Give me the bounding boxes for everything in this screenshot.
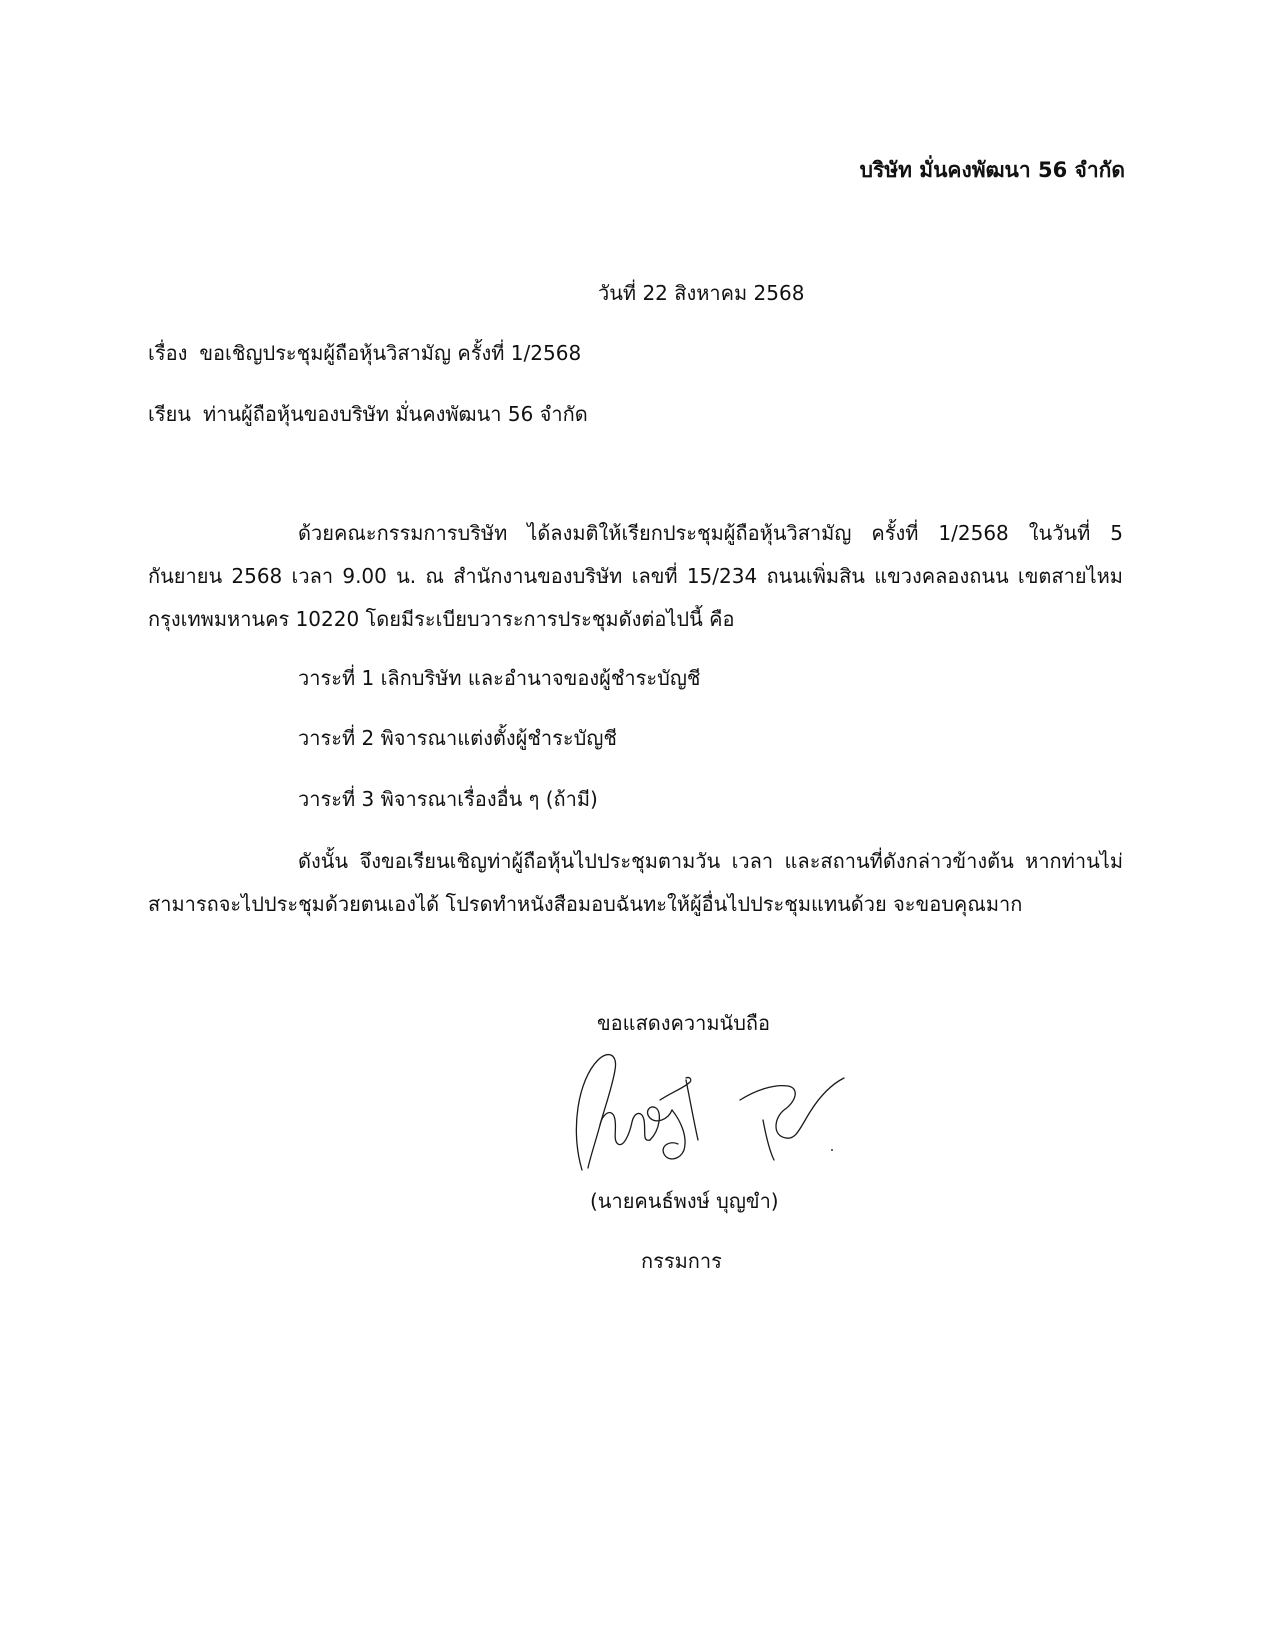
closing-salutation: ขอแสดงความนับถือ [597, 1011, 771, 1035]
agenda-item-3: วาระที่ 3 พิจารณาเรื่องอื่น ๆ (ถ้ามี) [298, 787, 598, 811]
body-paragraph-2: ดังนั้น จึงขอเรียนเชิญท่าผู้ถือหุ้นไปประชุมตามวัน เวลา และสถานที่ดังกล่าวข้างต้น หากท่านไม่สามารถจะไปประชุมด้วยตนเองได้ โปรดทำหนังสือมอบฉันทะให้ผู้อื่นไปประชุมแทนด้วย จะขอบคุณมาก [148, 849, 1123, 916]
recipient-text: ท่านผู้ถือหุ้นของบริษัท มั่นคงพัฒนา 56 จำกัด [202, 402, 588, 426]
letter-date: วันที่ 22 สิงหาคม 2568 [598, 281, 805, 305]
handwritten-signature [560, 1040, 890, 1190]
recipient-line [148, 400, 588, 428]
recipient-label: เรียน [148, 402, 191, 426]
signature-drawing [560, 1040, 890, 1190]
company-header: บริษัท มั่นคงพัฒนา 56 จำกัด [859, 158, 1125, 182]
signatory-position: กรรมการ [641, 1249, 722, 1273]
signatory-name: (นายคนธ์พงษ์ บุญขำ) [590, 1189, 779, 1213]
body-paragraph-1: ด้วยคณะกรรมการบริษัท ได้ลงมติให้เรียกประชุมผู้ถือหุ้นวิสามัญ ครั้งที่ 1/2568 ในวันที่ 5 กันยายน 2568 เวลา 9.00 น. ณ สำนักงานของบริษัท เลขที่ 15/234 ถนนเพิ่มสิน แขวงคลองถนน เขตสายไหม กรุงเทพมหานคร 10220 โดยมีระเบียบวาระการประชุมดังต่อไปนี้ คือ [148, 521, 1123, 631]
subject-text: ขอเชิญประชุมผู้ถือหุ้นวิสามัญ ครั้งที่ 1/2568 [199, 341, 582, 365]
subject-label: เรื่อง [148, 341, 188, 365]
agenda-item-1: วาระที่ 1 เลิกบริษัท และอำนาจของผู้ชำระบัญชี [298, 666, 701, 690]
subject-line [148, 339, 581, 367]
agenda-item-2: วาระที่ 2 พิจารณาแต่งตั้งผู้ชำระบัญชี [298, 726, 617, 750]
